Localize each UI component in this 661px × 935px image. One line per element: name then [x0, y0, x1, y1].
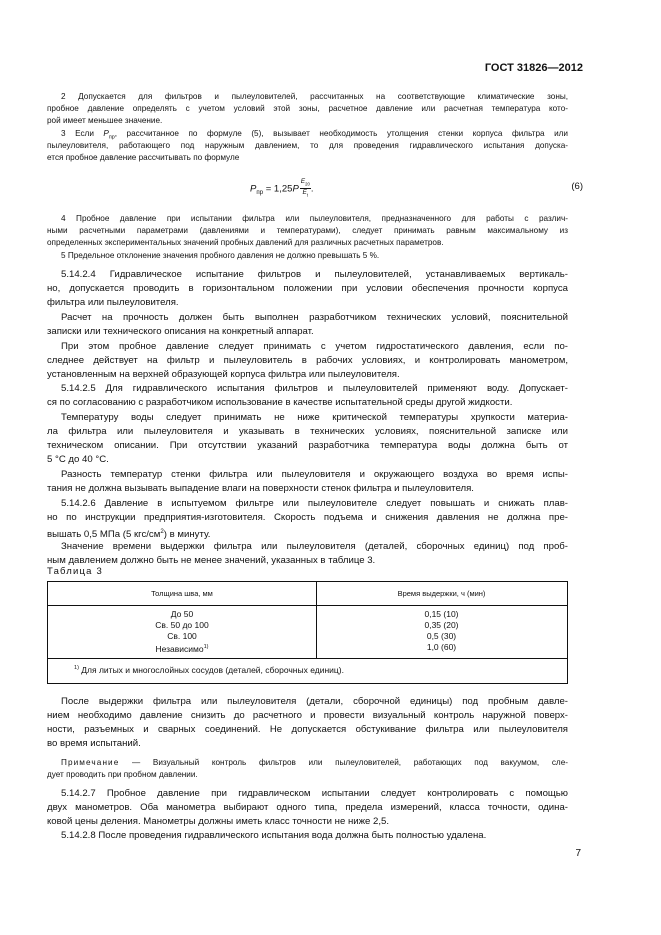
para-5-14-2-4-line-1: 5.14.2.4 Гидравлическое испытание фильтров и пылеуловителей, устанавливаемых вертикаль- — [61, 269, 568, 280]
table-cell: 0,5 (30) — [426, 631, 457, 641]
table-cell: До 50 — [170, 609, 194, 619]
note-4-line-1: 4 Пробное давление при испытании фильтра или пылеуловителя, предназначенного для работы с различ- — [61, 214, 568, 223]
note-5: 5 Предельное отклонение значения пробного давления не должно превышать 5 %. — [61, 251, 380, 260]
para-after-line-4: во время испытаний. — [47, 738, 141, 749]
formula-numerator: E — [300, 178, 306, 185]
para-temp-line-3: техническом описании. При отсутствии указаний разработчика температура воды должна быть от — [47, 440, 568, 451]
para-5-14-2-7-line-3: ковой цены деления. Манометры должны иметь класс точности не ниже 2,5. — [47, 816, 390, 827]
primechanie-dash: — — [119, 758, 153, 767]
para-5-14-2-4-line-3: фильтра или пылеуловителя. — [47, 297, 179, 308]
primechanie-text: Визуальный контроль фильтров или пылеуловителей, работающих под вакуумом, сле- — [152, 758, 568, 767]
para-temp-line-4: 5 °С до 40 °С. — [47, 454, 109, 465]
table-footnote-mark: 1) — [203, 644, 209, 650]
formula-denominator-sub: t — [306, 192, 309, 198]
para-diff-line-2: тания не должна вызывать выпадение влаги на поверхности стенок фильтра и пылеуловителя. — [47, 483, 474, 494]
formula-number: (6) — [571, 181, 583, 192]
table-cell: 0,35 (20) — [424, 620, 459, 630]
para-hold-line-2: ным давлением должно быть не менее значений, указанных в таблице 3. — [47, 555, 376, 566]
table-column-time — [316, 609, 567, 653]
note-4-line-2: ными расчетными параметрами (давлениями и температурами), следует принимать равным максимальному из — [47, 226, 568, 235]
table-footnote-mark: 1) — [74, 665, 79, 672]
table-header-thickness: Толщина шва, мм — [48, 582, 317, 606]
para-5-14-2-8: 5.14.2.8 После проведения гидравлического испытания вода должна быть полностью удалена. — [61, 830, 487, 841]
para-after-line-2: нием необходимо давление снизить до расчетного и провести визуальный контроль наружной поверх- — [47, 710, 568, 721]
note-2-line-3: рой имеет меньшее значение. — [47, 116, 163, 125]
table-cell: 1,0 (60) — [426, 642, 457, 652]
para-hold-line-1: Значение времени выдержки фильтра или пылеуловителя (деталей, сборочных единиц) под проб- — [61, 541, 568, 552]
para-5-14-2-5-line-1: 5.14.2.5 Для гидравлического испытания фильтров и пылеуловителей применяют воду. Допускает- — [61, 383, 568, 394]
formula-lhs: P — [250, 183, 257, 195]
para-5-14-2-6-end: ) в минуту. — [163, 529, 211, 541]
table-footnote-divider — [48, 658, 567, 659]
para-temp-line-2: ла фильтра или пылеуловителя и указывать в технических условиях, пояснительной записке или — [47, 426, 568, 437]
document-header-id: ГОСТ 31826—2012 — [484, 62, 583, 74]
table-header-time: Время выдержки, ч (мин) — [316, 582, 567, 606]
para-after-line-1: После выдержки фильтра или пылеуловителя (детали, сборочной единицы) под пробным давле- — [61, 696, 568, 707]
para-press-line-3: установленным на верхней образующей корпуса фильтра или пылеуловителя. — [47, 369, 400, 380]
para-5-14-2-4-line-2: но, допускается проводить в горизонтальном положении при условии обеспечения прочности корпуса — [47, 283, 568, 294]
para-press-line-1: При этом пробное давление следует принимать с учетом гидростатического давления, если по- — [61, 341, 568, 352]
para-calc-line-2: записки или технического описания на конкретный аппарат. — [47, 326, 314, 337]
table-caption: Таблица 3 — [47, 566, 103, 577]
note-2-line-1: 2 Допускается для фильтров и пылеуловителей, рассчитанных на соответствующие климатические зоны, — [61, 92, 568, 101]
para-5-14-2-6-line-1: 5.14.2.6 Давление в испытуемом фильтре или пылеуловителе следует повышать и снижать плав- — [61, 498, 568, 509]
formula-p: P — [292, 183, 299, 195]
note-3-line-3: ется пробное давление рассчитывать по формуле — [47, 153, 240, 162]
note-3-prefix: 3 Если — [61, 129, 104, 138]
para-after-line-3: ности, разъемных и сварных соединений. Не допускается обстукивание фильтра или пылеуловителя — [47, 724, 568, 735]
para-calc-line-1: Расчет на прочность должен быть выполнен разработчиком технических условий, пояснительной — [61, 312, 568, 323]
formula-denominator: E — [302, 189, 307, 197]
para-5-14-2-5-line-2: ся по согласованию с разработчиком использование в качестве испытательной среды другой жидкости. — [47, 397, 513, 408]
table-cell: Св. 100 — [167, 631, 197, 641]
table-column-thickness — [48, 609, 316, 655]
para-5-14-2-7-line-2: двух манометров. Оба манометра выбирают одного типа, предела измерений, класса точности, одина- — [47, 802, 568, 813]
note-4-line-3: определенных экспериментальных значений пробных давлений для различных расчетных параметров. — [47, 238, 444, 247]
table-footnote-text: Для литых и многослойных сосудов (деталей, сборочных единиц). — [81, 665, 344, 675]
primechanie-label: Примечание — [61, 758, 120, 767]
table-cell: Св. 50 до 100 — [155, 620, 209, 630]
formula-fraction — [300, 178, 311, 200]
formula-numerator-sub: 20 — [305, 181, 310, 187]
para-temp-line-1: Температуру воды следует принимать не ниже критической температуры хрупкости материа- — [61, 412, 568, 423]
page-number: 7 — [575, 848, 581, 859]
formula-end: . — [310, 183, 314, 195]
para-5-14-2-6-rate: вышать 0,5 МПа (5 кгс/см — [47, 529, 161, 541]
formula-6 — [250, 178, 313, 200]
note-3-line-2: пылеуловителя, работающего под наружным давлением, то для проведения гидравлического испытания допуска- — [47, 141, 568, 150]
table-cell-text: Независимо — [155, 643, 204, 654]
formula-coef: = 1,25 — [263, 183, 293, 195]
para-diff-line-1: Разность температур стенки фильтра или пылеуловителя и окружающего воздуха во время испы- — [61, 469, 568, 480]
primechanie-line-1 — [47, 757, 568, 769]
primechanie-line-2: дует проводить при пробном давлении. — [47, 770, 198, 779]
note-3-subscript: пр — [108, 134, 115, 141]
table-cell — [48, 642, 316, 655]
note-3-rest: , рассчитанное по формуле (5), вызывает необходимость утолщения стенки корпуса фильтра или — [114, 129, 568, 138]
para-5-14-2-7-line-1: 5.14.2.7 Пробное давление при гидравлическом испытании следует контролировать с помощью — [61, 788, 568, 799]
formula-lhs-sub: пр — [256, 189, 264, 197]
table-footnote — [74, 665, 344, 675]
note-2-line-2: пробное давление определять с учетом условий этой зоны, расчетное давление или расчетная температура кото- — [47, 104, 568, 113]
para-5-14-2-6-sup: 2 — [160, 528, 164, 535]
table-cell: 0,15 (10) — [424, 609, 459, 619]
para-5-14-2-6-line-2: но по инструкции предприятия-изготовителя. Скорость подъема и снижения давления не должна пре- — [47, 512, 568, 523]
note-3-symbol: P — [103, 129, 109, 138]
table-3 — [47, 581, 568, 684]
para-press-line-2: следнее действует на фильтр и пылеуловитель в рабочих условиях, и контролировать манометром, — [47, 355, 568, 366]
